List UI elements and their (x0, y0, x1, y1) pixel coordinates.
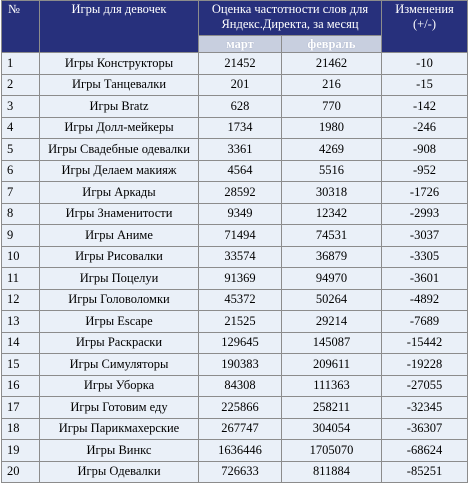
february-value-cell: 1980 (282, 117, 382, 139)
header-number: № (2, 1, 40, 53)
row-number-cell: 4 (2, 117, 40, 139)
games-frequency-table (1, 0, 468, 483)
row-number-cell: 1 (2, 53, 40, 75)
game-name-cell: Игры Одевалки (40, 461, 199, 483)
header-march (199, 36, 282, 53)
game-name-cell: Игры Свадебные одевалки (40, 139, 199, 161)
table-row (2, 332, 468, 354)
change-value-cell: -27055 (382, 375, 468, 397)
february-value-cell: 30318 (282, 182, 382, 204)
row-number-cell: 15 (2, 354, 40, 376)
march-value-cell: 28592 (199, 182, 282, 204)
march-value-cell: 91369 (199, 268, 282, 290)
row-number-cell: 14 (2, 332, 40, 354)
header-game-name: Игры для девочек (40, 1, 199, 53)
march-value-cell: 201 (199, 74, 282, 96)
change-value-cell: -32345 (382, 397, 468, 419)
change-value-cell: -68624 (382, 440, 468, 462)
row-number-cell: 16 (2, 375, 40, 397)
february-value-cell: 216 (282, 74, 382, 96)
change-value-cell: -85251 (382, 461, 468, 483)
row-number-cell: 7 (2, 182, 40, 204)
header-frequency: Оценка частотности слов для Яндекс.Директа, за месяц (199, 1, 382, 36)
march-value-cell: 1636446 (199, 440, 282, 462)
table-row (2, 182, 468, 204)
row-number-cell: 6 (2, 160, 40, 182)
game-name-cell: Игры Готовим еду (40, 397, 199, 419)
game-name-cell: Игры Знаменитости (40, 203, 199, 225)
change-value-cell: -19228 (382, 354, 468, 376)
game-name-cell: Игры Долл-мейкеры (40, 117, 199, 139)
row-number-cell: 10 (2, 246, 40, 268)
march-value-cell: 9349 (199, 203, 282, 225)
header-change: Изменения (+/-) (382, 1, 468, 53)
game-name-cell: Игры Аниме (40, 225, 199, 247)
march-value-cell: 267747 (199, 418, 282, 440)
row-number-cell: 18 (2, 418, 40, 440)
table-row (2, 418, 468, 440)
change-value-cell: -1726 (382, 182, 468, 204)
game-name-cell: Игры Танцевалки (40, 74, 199, 96)
february-value-cell: 29214 (282, 311, 382, 333)
february-value-cell: 50264 (282, 289, 382, 311)
february-value-cell: 12342 (282, 203, 382, 225)
february-value-cell: 4269 (282, 139, 382, 161)
table-row (2, 203, 468, 225)
february-value-cell: 1705070 (282, 440, 382, 462)
row-number-cell: 3 (2, 96, 40, 118)
february-value-cell: 304054 (282, 418, 382, 440)
game-name-cell: Игры Конструкторы (40, 53, 199, 75)
table-row (2, 461, 468, 483)
table-header (2, 1, 468, 53)
february-value-cell: 74531 (282, 225, 382, 247)
change-value-cell: -15442 (382, 332, 468, 354)
march-value-cell: 190383 (199, 354, 282, 376)
table-row (2, 311, 468, 333)
row-number-cell: 5 (2, 139, 40, 161)
table-body (2, 53, 468, 483)
game-name-cell: Игры Escape (40, 311, 199, 333)
table-row (2, 268, 468, 290)
table-row (2, 397, 468, 419)
march-value-cell: 71494 (199, 225, 282, 247)
change-value-cell: -36307 (382, 418, 468, 440)
table-row (2, 289, 468, 311)
february-value-cell: 36879 (282, 246, 382, 268)
row-number-cell: 12 (2, 289, 40, 311)
table-row (2, 246, 468, 268)
february-value-cell: 145087 (282, 332, 382, 354)
game-name-cell: Игры Парикмахерские (40, 418, 199, 440)
table-row (2, 74, 468, 96)
header-february-label: февраль (307, 36, 356, 51)
march-value-cell: 3361 (199, 139, 282, 161)
change-value-cell: -3601 (382, 268, 468, 290)
row-number-cell: 19 (2, 440, 40, 462)
table-row (2, 160, 468, 182)
row-number-cell: 9 (2, 225, 40, 247)
march-value-cell: 33574 (199, 246, 282, 268)
change-value-cell: -4892 (382, 289, 468, 311)
row-number-cell: 17 (2, 397, 40, 419)
february-value-cell: 209611 (282, 354, 382, 376)
march-value-cell: 4564 (199, 160, 282, 182)
march-value-cell: 628 (199, 96, 282, 118)
table-row (2, 139, 468, 161)
game-name-cell: Игры Bratz (40, 96, 199, 118)
header-march-label: март (226, 36, 254, 51)
march-value-cell: 45372 (199, 289, 282, 311)
change-value-cell: -3305 (382, 246, 468, 268)
game-name-cell: Игры Поцелуи (40, 268, 199, 290)
change-value-cell: -10 (382, 53, 468, 75)
table-row (2, 96, 468, 118)
february-value-cell: 5516 (282, 160, 382, 182)
february-value-cell: 258211 (282, 397, 382, 419)
game-name-cell: Игры Уборка (40, 375, 199, 397)
row-number-cell: 8 (2, 203, 40, 225)
march-value-cell: 21525 (199, 311, 282, 333)
game-name-cell: Игры Аркады (40, 182, 199, 204)
march-value-cell: 225866 (199, 397, 282, 419)
february-value-cell: 770 (282, 96, 382, 118)
change-value-cell: -2993 (382, 203, 468, 225)
march-value-cell: 1734 (199, 117, 282, 139)
march-value-cell: 21452 (199, 53, 282, 75)
game-name-cell: Игры Симуляторы (40, 354, 199, 376)
row-number-cell: 20 (2, 461, 40, 483)
row-number-cell: 11 (2, 268, 40, 290)
february-value-cell: 111363 (282, 375, 382, 397)
change-value-cell: -3037 (382, 225, 468, 247)
march-value-cell: 84308 (199, 375, 282, 397)
march-value-cell: 129645 (199, 332, 282, 354)
game-name-cell: Игры Раскраски (40, 332, 199, 354)
table-row (2, 53, 468, 75)
table-row (2, 117, 468, 139)
february-value-cell: 811884 (282, 461, 382, 483)
change-value-cell: -7689 (382, 311, 468, 333)
change-value-cell: -246 (382, 117, 468, 139)
february-value-cell: 94970 (282, 268, 382, 290)
change-value-cell: -952 (382, 160, 468, 182)
table-row (2, 375, 468, 397)
table-row (2, 440, 468, 462)
game-name-cell: Игры Винкс (40, 440, 199, 462)
change-value-cell: -15 (382, 74, 468, 96)
game-name-cell: Игры Рисовалки (40, 246, 199, 268)
february-value-cell: 21462 (282, 53, 382, 75)
row-number-cell: 2 (2, 74, 40, 96)
header-february (282, 36, 382, 53)
change-value-cell: -908 (382, 139, 468, 161)
table-row (2, 354, 468, 376)
change-value-cell: -142 (382, 96, 468, 118)
march-value-cell: 726633 (199, 461, 282, 483)
game-name-cell: Игры Головоломки (40, 289, 199, 311)
row-number-cell: 13 (2, 311, 40, 333)
table-row (2, 225, 468, 247)
game-name-cell: Игры Делаем макияж (40, 160, 199, 182)
